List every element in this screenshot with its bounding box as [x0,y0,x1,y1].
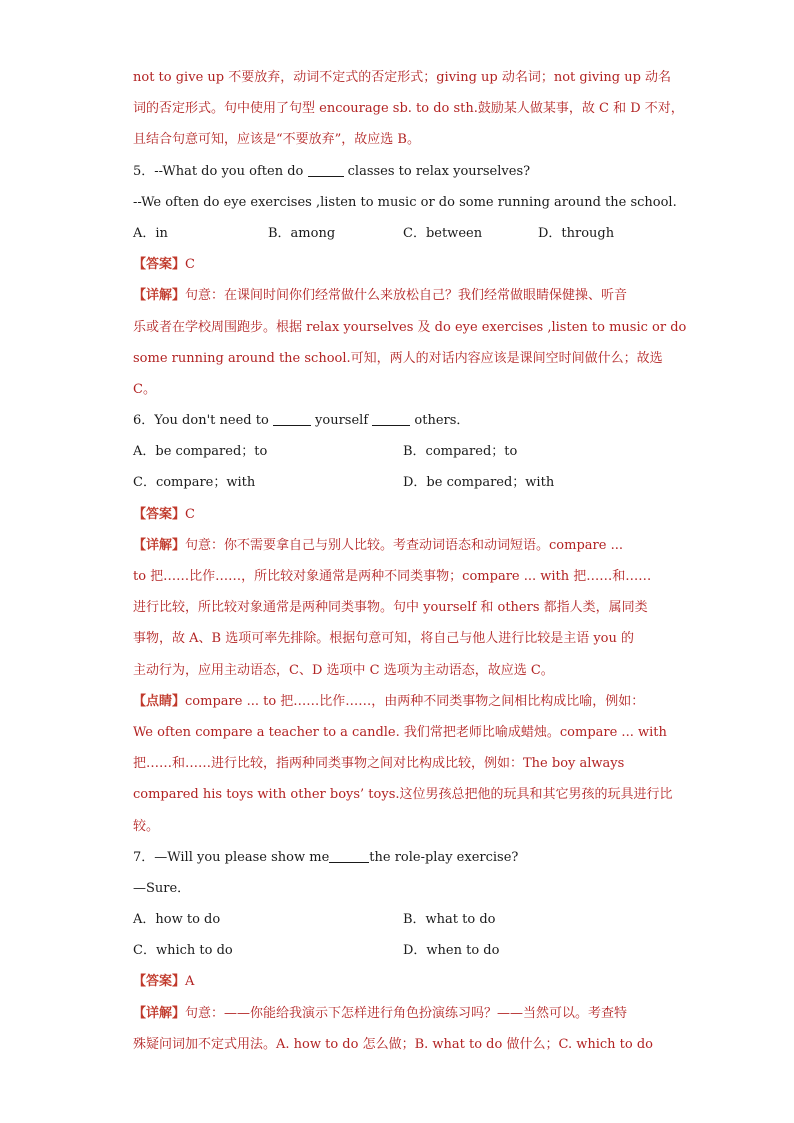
q6-option-d: D．be compared；with [403,475,555,491]
q6-tip-3: 把……和……进行比较，指两种同类事物之间对比构成比较，例如：The boy always [133,756,625,772]
answer-tag: 【答案】 [133,506,186,522]
q6-stem-end: others． [410,413,470,429]
q5-option-c: C．between [403,225,483,241]
q5-option-b: B．among [268,225,336,241]
q5-stem-end: classes to relax yourselves? [343,163,531,179]
q5-detail-3: some running around the school.可知，两人的对话内容应该是课间空时间做什么；故选 [133,350,663,366]
q5-option-a: A．in [133,225,168,241]
q7-answer-value: A [185,974,195,990]
q7-options-row-2 [133,935,673,966]
question-6 [133,405,673,436]
q7-option-d: D．when to do [403,943,500,959]
q6-detail-1 [133,530,673,561]
q5-answer-value: C [185,257,195,273]
q6-option-a: A．be compared；to [133,444,268,460]
q6-answer [133,499,673,530]
q5-detail-4: C。 [133,381,156,397]
question-5 [133,156,673,187]
q6-answer-value: C [185,506,195,522]
intro-line-2: 词的否定形式。句中使用了句型 encourage sb. to do sth.鼓励某人做某事，故 C 和 D 不对， [133,101,684,117]
q6-blank-1 [273,411,311,426]
question-7 [133,842,673,873]
detail-tag: 【详解】 [133,1005,186,1021]
q6-stem-start: 6．You don't need to [133,413,273,429]
q6-tip-1 [133,686,673,717]
q7-dialogue-line: —Sure． [133,880,191,896]
q6-blank-2 [372,411,410,426]
q6-detail-2: to 把……比作……，所比较对象通常是两种不同类事物；compare ... with 把……和…… [133,569,652,584]
intro-line-1: not to give up 不要放弃，动词不定式的否定形式；giving up 动名词；not giving up 动名 [133,70,672,85]
answer-tag: 【答案】 [133,257,186,273]
q6-detail-5: 主动行为，应用主动语态，C、D 选项中 C 选项为主动语态，故应选 C。 [133,662,554,678]
q7-option-b: B．what to do [403,912,496,928]
q6-tip-text-1: compare ... to 把……比作……，由两种不同类事物之间相比构成比喻，例如： [185,693,645,709]
detail-tag: 【详解】 [133,537,186,553]
q6-detail-4: 事物，故 A、B 选项可率先排除。根据句意可知，将自己与他人进行比较是主语 you 的 [133,631,635,647]
q6-tip-5: 较。 [133,818,160,834]
q6-detail-3: 进行比较，所比较对象通常是两种同类事物。句中 yourself 和 others 都指人类，属同类 [133,600,648,616]
tip-tag: 【点睛】 [133,693,186,709]
q5-detail-text-1: 句意：在课间时间你们经常做什么来放松自己？我们经常做眼睛保健操、听音 [185,288,628,304]
q7-options-row-1 [133,904,673,935]
q7-blank [329,848,369,863]
q6-option-b: B．compared；to [403,444,518,460]
q5-option-d: D．through [538,225,615,241]
intro-line-3: 且结合句意可知，应该是“不要放弃”，故应选 B。 [133,132,420,148]
q7-stem-end: the role-play exercise? [369,849,519,865]
q7-detail-text-1: 句意：——你能给我演示下怎样进行角色扮演练习吗？——当然可以。考查特 [185,1005,628,1021]
q5-detail-2: 乐或者在学校周围跑步。根据 relax yourselves 及 do eye exercises ,listen to music or do [133,319,687,335]
q5-blank [308,162,344,177]
q6-option-c: C．compare；with [133,475,256,491]
answer-tag: 【答案】 [133,974,186,990]
q6-tip-2: We often compare a teacher to a candle. 我们常把老师比喻成蜡烛。compare ... with [133,724,667,740]
q7-detail-1 [133,998,673,1029]
q7-detail-2: 殊疑问词加不定式用法。A. how to do 怎么做；B. what to do 做什么；C. which to do [133,1036,653,1052]
q6-stem-mid: yourself [310,413,373,429]
q7-option-a: A．how to do [133,912,221,928]
q5-stem-start: 5．--What do you often do [133,163,308,179]
q7-answer [133,966,673,997]
q6-options-row-1 [133,436,673,467]
page-content [133,62,687,1060]
q6-tip-4: compared his toys with other boys’ toys.这位男孩总把他的玩具和其它男孩的玩具进行比 [133,787,673,803]
q5-options [133,218,673,249]
q6-detail-text-1: 句意：你不需要拿自己与别人比较。考查动词语态和动词短语。compare ... [185,537,623,553]
q6-options-row-2 [133,467,673,498]
detail-tag: 【详解】 [133,288,186,304]
q5-dialogue-line: --We often do eye exercises ,listen to music or do some running around the school. [133,194,677,210]
q5-detail-1 [133,280,673,311]
q7-option-c: C．which to do [133,943,233,959]
q5-answer [133,249,673,280]
q7-stem-start: 7．—Will you please show me [133,849,330,865]
